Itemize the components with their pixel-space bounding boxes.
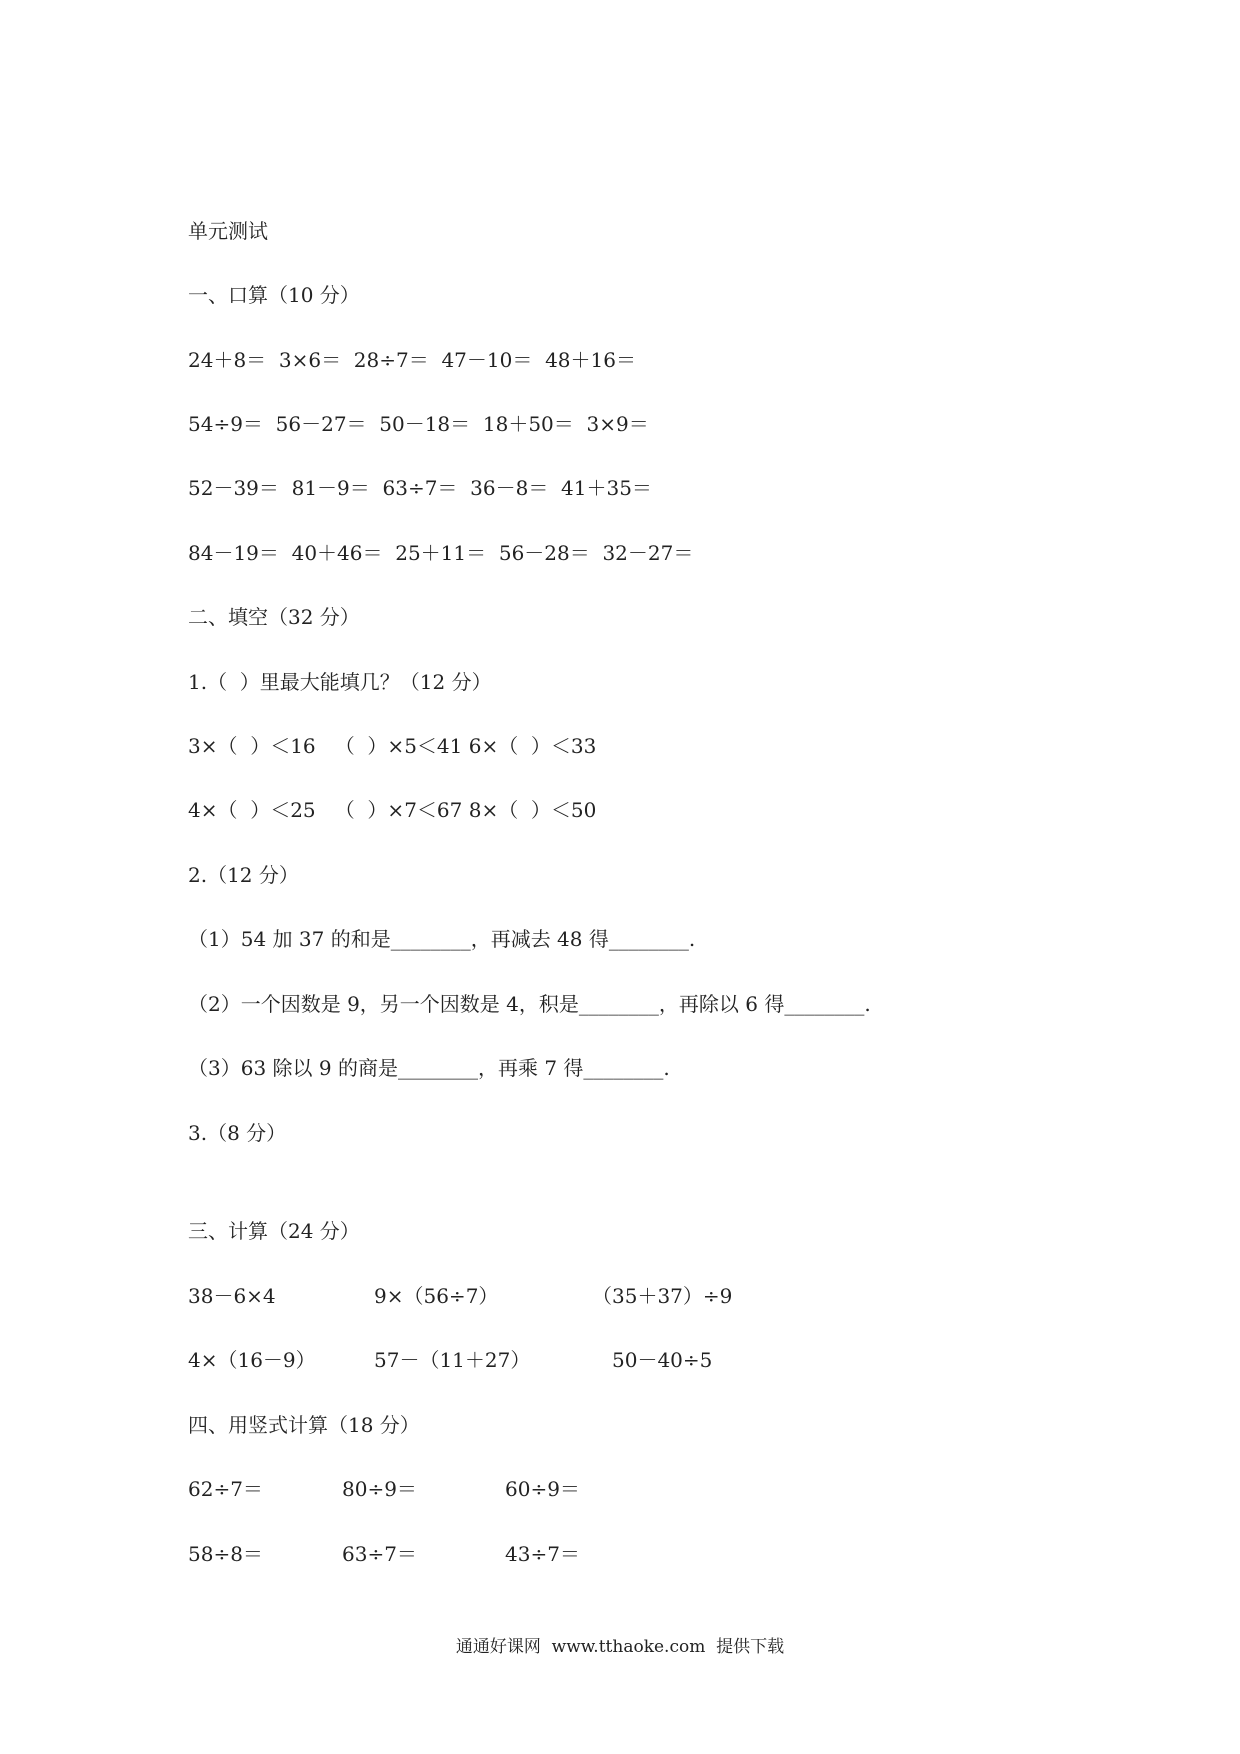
section-heading-calculation: 三、计算（24 分） — [188, 1219, 360, 1243]
calculation-item: 9×（56÷7） — [374, 1284, 499, 1308]
vertical-calculation-item: 63÷7＝ — [342, 1542, 417, 1566]
oral-arithmetic-row: 24＋8＝ 3×6＝ 28÷7＝ 47－10＝ 48＋16＝ — [188, 348, 636, 372]
question-1-row: 4×（ ）＜25 （ ）×7＜67 8×（ ）＜50 — [188, 798, 597, 822]
vertical-calculation-item: 58÷8＝ — [188, 1542, 263, 1566]
calculation-item: （35＋37）÷9 — [592, 1284, 733, 1308]
question-1-title: 1.（ ）里最大能填几？（12 分） — [188, 670, 492, 694]
question-2-item: （1）54 加 37 的和是________，再减去 48 得________. — [188, 927, 696, 951]
vertical-calculation-item: 80÷9＝ — [342, 1477, 417, 1501]
oral-arithmetic-row: 54÷9＝ 56－27＝ 50－18＝ 18＋50＝ 3×9＝ — [188, 412, 649, 436]
calculation-item: 57－（11＋27） — [374, 1348, 531, 1372]
vertical-calculation-item: 62÷7＝ — [188, 1477, 263, 1501]
question-2-title: 2.（12 分） — [188, 863, 299, 887]
question-2-item: （2）一个因数是 9，另一个因数是 4，积是________，再除以 6 得________. — [188, 992, 871, 1016]
oral-arithmetic-row: 52－39＝ 81－9＝ 63÷7＝ 36－8＝ 41＋35＝ — [188, 476, 652, 500]
oral-arithmetic-row: 84－19＝ 40＋46＝ 25＋11＝ 56－28＝ 32－27＝ — [188, 541, 694, 565]
vertical-calculation-item: 43÷7＝ — [505, 1542, 580, 1566]
question-2-item: （3）63 除以 9 的商是________，再乘 7 得________. — [188, 1056, 670, 1080]
calculation-item: 38－6×4 — [188, 1284, 276, 1308]
section-heading-oral-arithmetic: 一、口算（10 分） — [188, 283, 360, 307]
calculation-item: 4×（16－9） — [188, 1348, 316, 1372]
question-1-row: 3×（ ）＜16 （ ）×5＜41 6×（ ）＜33 — [188, 734, 597, 758]
footer-source-note: 通通好课网 www.tthaoke.com 提供下载 — [455, 1637, 785, 1657]
section-heading-fill-blank: 二、填空（32 分） — [188, 605, 360, 629]
calculation-item: 50－40÷5 — [612, 1348, 713, 1372]
section-heading-vertical-calculation: 四、用竖式计算（18 分） — [188, 1413, 420, 1437]
vertical-calculation-item: 60÷9＝ — [505, 1477, 580, 1501]
document-title: 单元测试 — [188, 219, 268, 243]
question-3-title: 3.（8 分） — [188, 1121, 287, 1145]
